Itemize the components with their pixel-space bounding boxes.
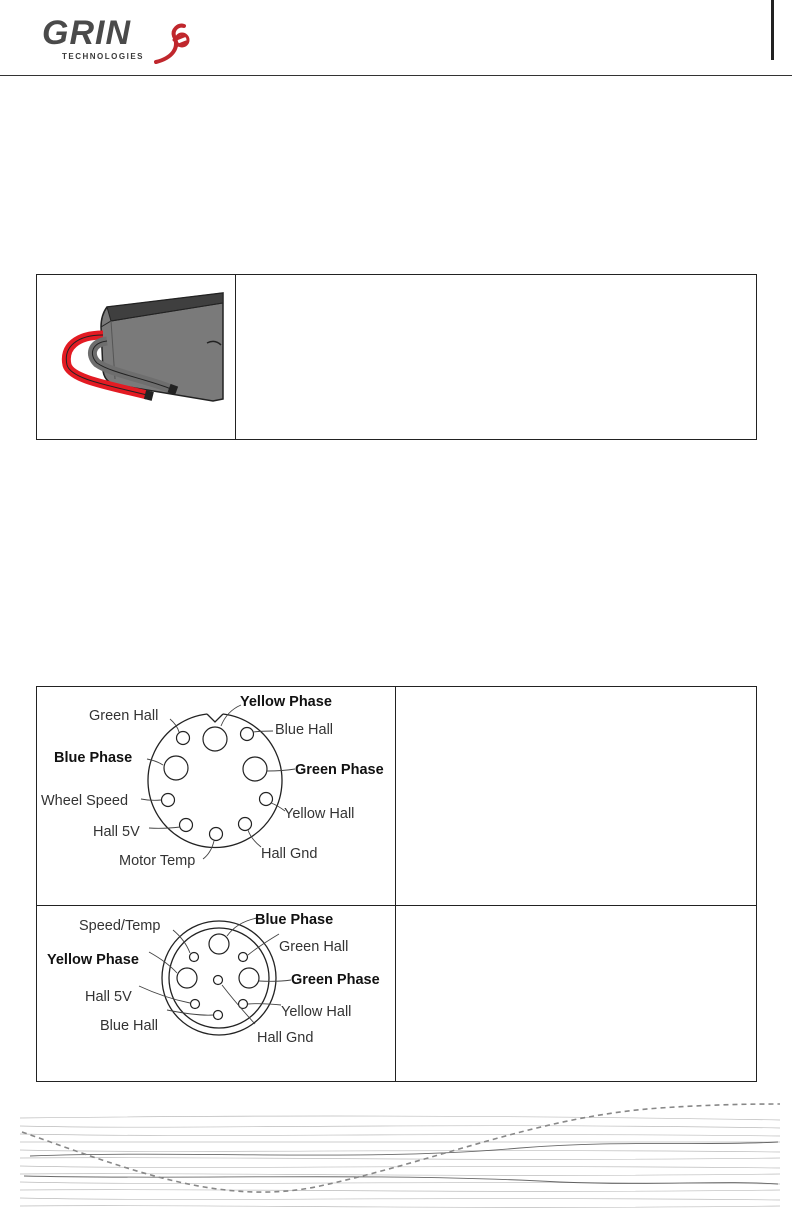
label-yellow-phase: Yellow Phase <box>240 694 332 710</box>
label-hall-5v-b: Hall 5V <box>85 989 132 1005</box>
page-footer-decoration <box>0 1096 792 1224</box>
pin-wheel-speed <box>162 794 175 807</box>
label-blue-hall-b: Blue Hall <box>100 1018 159 1034</box>
pin-motor-temp <box>210 828 223 841</box>
label-green-phase-b: Green Phase <box>291 972 380 988</box>
pin-blue-hall-b <box>214 1011 223 1020</box>
connector-b-diagram <box>37 906 395 1080</box>
connector-a-diagram-cell <box>37 687 396 905</box>
label-yellow-hall-b: Yellow Hall <box>281 1004 352 1020</box>
pin-hall-gnd <box>239 818 252 831</box>
label-hall-5v: Hall 5V <box>93 824 140 840</box>
pin-speed-temp-b <box>190 953 199 962</box>
pin-yellow-hall <box>260 793 273 806</box>
label-hall-gnd: Hall Gnd <box>261 846 318 862</box>
pin-hall-5v-b <box>191 1000 200 1009</box>
pin-center-b <box>214 976 223 985</box>
pinout-row-a <box>37 687 756 906</box>
label-hall-gnd-b: Hall Gnd <box>257 1030 314 1046</box>
pin-blue-phase <box>164 756 188 780</box>
label-wheel-speed: Wheel Speed <box>41 793 129 809</box>
grin-logo <box>40 14 190 74</box>
connector-b-diagram-cell <box>37 906 396 1081</box>
logo-tagline: TECHNOLOGIES <box>62 52 145 61</box>
logo-wordmark: GRIN <box>42 14 131 52</box>
pin-yellow-phase <box>203 727 227 751</box>
plug-icon <box>152 18 192 68</box>
footer-wave-lines <box>0 1096 792 1224</box>
pin-blue-hall <box>241 728 254 741</box>
page-header <box>0 0 792 76</box>
label-speed-temp: Speed/Temp <box>79 918 161 934</box>
connector-a-diagram <box>37 687 395 905</box>
label-yellow-hall: Yellow Hall <box>284 806 355 822</box>
pin-green-phase-b <box>239 968 259 988</box>
header-accent-bar <box>768 0 777 60</box>
pin-green-hall-b <box>239 953 248 962</box>
cable-info-table <box>36 274 757 440</box>
controller-cable-illustration <box>37 275 235 439</box>
pin-green-phase <box>243 757 267 781</box>
pin-hall-5v <box>180 819 193 832</box>
header-divider <box>0 75 792 76</box>
label-green-hall: Green Hall <box>89 708 159 724</box>
label-green-phase: Green Phase <box>295 762 384 778</box>
connector-b-description-cell <box>396 906 756 1081</box>
label-green-hall-b: Green Hall <box>279 939 349 955</box>
pinout-row-b <box>37 906 756 1081</box>
pin-blue-phase-b <box>209 934 229 954</box>
label-blue-phase-b: Blue Phase <box>255 912 334 928</box>
pin-yellow-phase-b <box>177 968 197 988</box>
label-yellow-phase-b: Yellow Phase <box>47 952 139 968</box>
connector-pinout-table <box>36 686 757 1082</box>
label-blue-phase: Blue Phase <box>54 750 133 766</box>
cable-description-cell <box>236 275 756 439</box>
connector-a-description-cell <box>396 687 756 905</box>
label-motor-temp: Motor Temp <box>119 853 196 869</box>
pin-green-hall <box>177 732 190 745</box>
label-blue-hall: Blue Hall <box>275 722 334 738</box>
cable-image-cell <box>37 275 236 439</box>
